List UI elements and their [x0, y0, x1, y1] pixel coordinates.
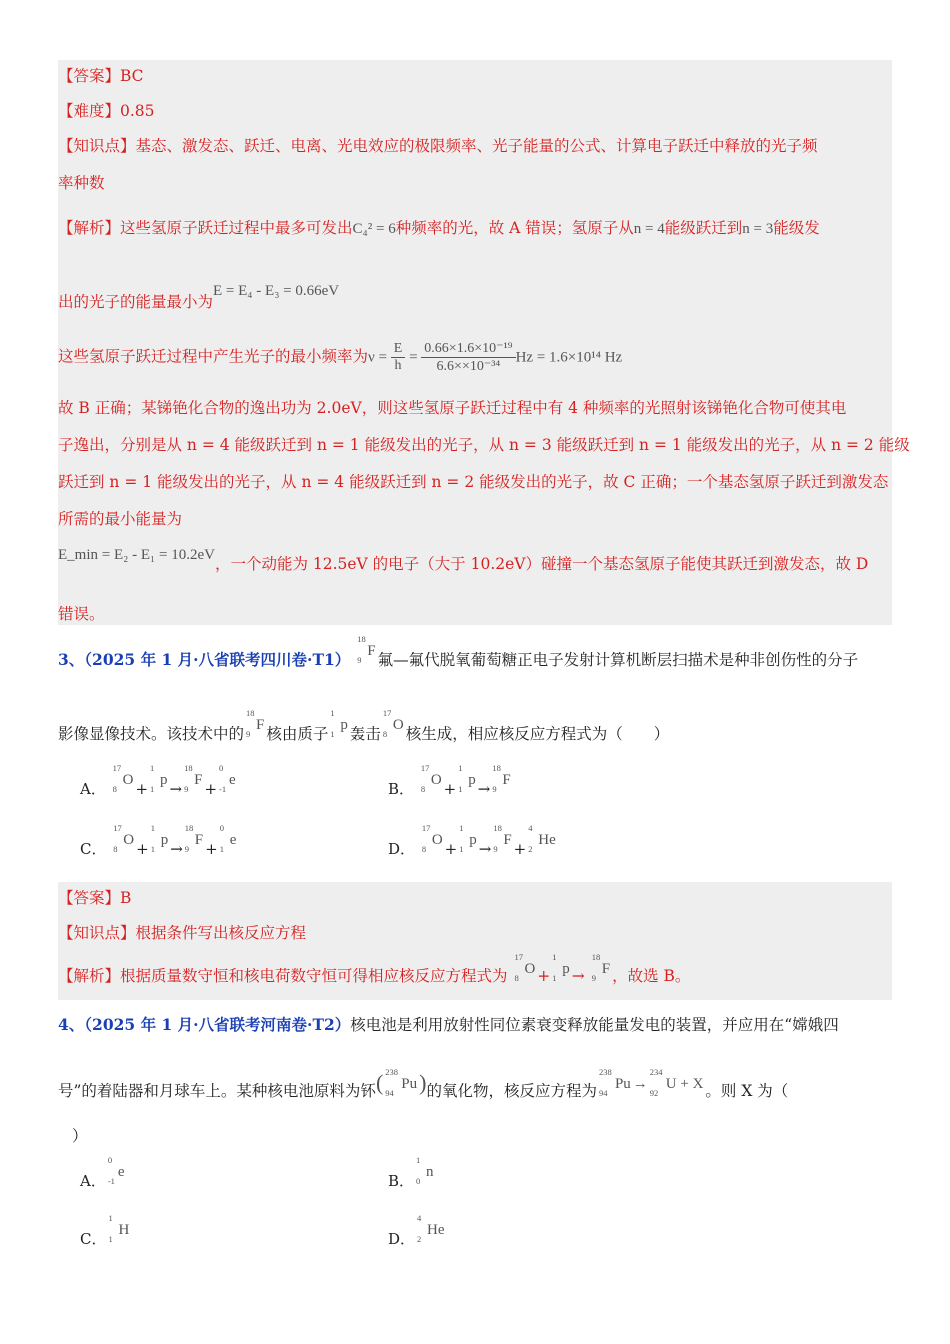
question-3-stem-line1: 3、（2025 年 1 月·八省联考四川卷·T1） 18 F 9 氟—氟代脱氧葡萄糖正电子发射计算机断层扫描术是种非创伤性的分子: [58, 634, 859, 669]
option-c[interactable]: C． 17 O 8 + 1 p 1 → 18 F 9 + 0 e 1: [80, 823, 237, 858]
option-d[interactable]: D． 4 He 2: [388, 1213, 445, 1248]
answer-q2: 【答案】BC: [58, 67, 144, 85]
math-combination: C₄² = 6: [352, 221, 396, 237]
analysis-q2-line8: E_min = E₂ - E₁ = 10.2eV，一个动能为 12.5eV 的电子（大于 10.2eV）碰撞一个基态氢原子能使其跃迁到激发态，故 D: [58, 547, 869, 573]
fraction-frequency: $\frac{\text{0.66×1.6×10⁻¹⁹}}{\text{6.6××10⁻³⁴}}$: [421, 340, 515, 375]
math-energy: E = E₄ - E₃ = 0.66eV: [213, 283, 340, 299]
analysis-q2-line9: 错误。: [58, 605, 105, 623]
analysis-q2-line6: 跃迁到 n = 1 能级发出的光子，从 n = 4 能级跃迁到 n = 2 能级发出的光子，故 C 正确；一个基态氢原子跃迁到激发态: [58, 473, 889, 491]
question-3-stem-line2: 影像显像技术。该技术中的 18 F 9 核由质子 1 p 1 轰击 17 O 8 核生成，相应核反应方程式为（ ）: [58, 708, 670, 743]
difficulty-q2: 【难度】0.85: [58, 102, 155, 120]
knowledge-q2-line1: 【知识点】基态、激发态、跃迁、电离、光电效应的极限频率、光子能量的公式、计算电子跃迁中释放的光子频: [58, 137, 818, 155]
question-number: 3、: [58, 650, 85, 669]
nuclide-proton: 1 p 1: [330, 708, 348, 739]
analysis-q2-line7: 所需的最小能量为: [58, 510, 183, 528]
analysis-q2-line2: 出的光子的能量最小为E = E₄ - E₃ = 0.66eV: [58, 283, 340, 311]
option-b[interactable]: B． 1 n 0: [388, 1155, 434, 1190]
option-a[interactable]: A． 0 e -1: [80, 1155, 125, 1190]
analysis-q3: 【解析】根据质量数守恒和核电荷数守恒可得相应核反应方程式为 17 O 8 + 1 p 1 → 18 F 9 ，故选 B。: [58, 952, 691, 985]
question-4-stem-line1: 4、（2025 年 1 月·八省联考河南卷·T2）核电池是利用放射性同位素衰变释放能量发电的装置，并应用在“嫦娥四: [58, 1015, 839, 1034]
knowledge-q2-line2: 率种数: [58, 174, 105, 192]
analysis-q2-line3: 这些氢原子跃迁过程中产生光子的最小频率为ν = $\frac{E}{h}$ = $\frac{\text{0.66×1.6×10⁻¹⁹}}{\text{6.6××10⁻³⁴}}$ Hz = 1.6×10¹⁴ Hz: [58, 341, 623, 374]
option-a[interactable]: A． 17 O 8 + 1 p 1 → 18 F 9 + 0 e -1: [80, 763, 236, 798]
nuclide-f18: 18 F 9: [357, 634, 376, 665]
nuclide-pu238: 238 Pu 94: [385, 1067, 418, 1098]
option-c[interactable]: C． 1 H 1: [80, 1213, 130, 1248]
option-d[interactable]: D． 17 O 8 + 1 p 1 → 18 F 9 + 4 He 2: [388, 823, 556, 858]
nuclide-f18: 18 F 9: [246, 708, 265, 739]
nuclide-o17: 17 O 8: [382, 708, 404, 739]
question-4-stem-line2: 号”的着陆器和月球车上。某种核电池原料为钚( 238 Pu 94 )的氧化物，核反应方程为 238 Pu 94 → 234 U + X 92 。则 X 为（: [58, 1067, 789, 1100]
analysis-q2-line1: 【解析】这些氢原子跃迁过程中最多可发出C₄² = 6种频率的光，故 A 错误；氢原子从n = 4能级跃迁到n = 3能级发: [58, 219, 820, 237]
math-min-energy: E_min = E₂ - E₁ = 10.2eV: [58, 547, 215, 563]
option-b[interactable]: B． 17 O 8 + 1 p 1 → 18 F 9: [388, 763, 511, 798]
knowledge-q3: 【知识点】根据条件写出核反应方程: [58, 924, 307, 942]
analysis-q2-line4: 故 B 正确；某锑铯化合物的逸出功为 2.0eV，则这些氢原子跃迁过程中有 4 种频率的光照射该锑铯化合物可使其电: [58, 399, 847, 417]
fraction-e-over-h: $\frac{E}{h}$: [391, 341, 406, 374]
question-4-stem-line3: ）: [72, 1127, 88, 1145]
answer-q3: 【答案】B: [58, 889, 132, 907]
analysis-q2-line5: 子逸出，分别是从 n = 4 能级跃迁到 n = 1 能级发出的光子，从 n = 3 能级跃迁到 n = 1 能级发出的光子，从 n = 2 能级: [58, 436, 910, 454]
question-source: （2025 年 1 月·八省联考四川卷·T1）: [84, 650, 351, 669]
